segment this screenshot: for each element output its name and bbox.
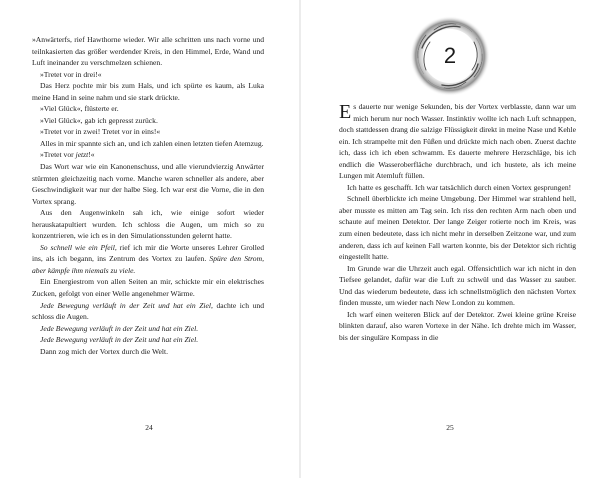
paragraph	[32, 80, 264, 103]
left-page	[0, 0, 299, 478]
paragraph	[32, 69, 264, 81]
paragraph	[32, 34, 264, 69]
text-run: »Tretet vor in zwei! Tretet vor in eins!«	[40, 127, 161, 137]
paragraph	[32, 161, 264, 207]
left-page-body-text	[32, 34, 264, 357]
paragraph	[32, 300, 264, 323]
italic-text: Spüre den Strom, aber kämpfe ihm niemals zu viele.	[32, 254, 264, 275]
text-run: Aus den Augenwinkeln sah ich, wie einige sofort wieder herauskatapultiert wurden. Ich schloss die Augen, um mich so zu konzentrieren, wie ich es in den Simulationsstunden gelernt hatte.	[32, 208, 264, 241]
paragraph	[339, 263, 576, 309]
text-run: »Viel Glück«, flüsterte er.	[40, 104, 119, 114]
italic-text: jetzt	[75, 150, 89, 160]
italic-text: Jede Bewegung verläuft in der Zeit und hat ein Ziel.	[40, 335, 199, 345]
text-run: s dauerte nur wenige Sekunden, bis der Vortex verblasste, dann war um mich herum nur noch Wasser. Instinktiv wollte ich nach Luft schnappen, doch stattdessen drang die salzige Flüssigkeit direkt in meine Nase und Kehle ein. Ich strampelte mit den Füßen und drückte mich nach oben. Zuerst dachte ich, dass ich ich eben schwamm. Es dauerte mehrere Herzschläge, bis ich endlich die Wasseroberfläche durchbrach, und ich hustete, als ich meine Lungen mit Atemluft füllen.	[339, 102, 576, 181]
italic-text: Jede Bewegung verläuft in der Zeit und hat ein Ziel.	[40, 323, 199, 333]
text-run: Ein Energiestrom von allen Seiten an mir, schickte mir ein elektrisches Zucken, gefolgt von einer Welle angenehmer Wärme.	[32, 277, 264, 299]
text-run: Dann zog mich der Vortex durch die Welt.	[40, 346, 169, 356]
text-run: »Tretet vor	[40, 150, 76, 160]
italic-text: Jede Bewegung verläuft in der Zeit und hat ein Ziel	[40, 300, 212, 310]
paragraph	[32, 138, 264, 150]
paragraph	[32, 115, 264, 127]
paragraph	[32, 242, 264, 277]
right-page-body-text	[339, 101, 576, 343]
paragraph	[32, 207, 264, 242]
paragraph	[339, 309, 576, 344]
paragraph	[32, 126, 264, 138]
text-run: , rief ich mir die Worte unseres Lehrer Grolled ins, als ich begann, ins Zentrum des Vortex zu laufen.	[32, 242, 265, 264]
text-run: Alles in mir spannte sich an, und ich zahlen einen letzten tiefen Atemzug.	[40, 138, 264, 148]
text-run: »Viel Glück«, gab ich gepresst zurück.	[40, 115, 158, 125]
text-run: »Anwärterfs, rief Hawthorne wieder. Wir alle schritten uns nach vorne und teilnkasierten das größer werdender Kreis, in den Himmel, Erde, Wand und Luft ineinander zu verschmelzen schienen.	[32, 35, 264, 68]
paragraph	[32, 334, 264, 346]
text-run: , dachte ich und schloss die Augen.	[32, 300, 265, 322]
text-run: Ich warf einen weiteren Blick auf der Detektor. Zwei kleine grüne Kreise blinkten darauf, also waren Vortexe in der Nähe. Ich drehte mich im Wasser, bis der singuläre Kompass in die	[339, 309, 576, 342]
paragraph	[339, 182, 576, 194]
left-page-number: 24	[145, 423, 153, 432]
chapter-number: 2	[443, 43, 457, 68]
right-page-number: 25	[446, 423, 454, 432]
paragraph	[32, 346, 264, 358]
text-run: »Tretet vor in drei!«	[40, 69, 102, 79]
paragraph	[32, 149, 264, 161]
text-run: !«	[88, 150, 95, 160]
paragraph	[32, 323, 264, 335]
text-run: Im Grunde war die Uhrzeit auch egal. Offensichtlich war ich nicht in den Tiefsee gelandet, dafür war die Luft zu schwül und das Wasser zu sauber. Und das wiederum bedeutete, dass ich schnellstmöglich den nächsten Vortex finden musste, um wieder nach New London zu kommen.	[339, 263, 576, 308]
text-run: Ich hatte es geschafft. Ich war tatsächlich durch einen Vortex gesprungen!	[347, 182, 572, 192]
paragraph	[339, 193, 576, 262]
text-run: Das Wort war wie ein Kanonenschuss, und alle vierundvierzig Anwärter stürmten gleichzeitig nach vorne. Manche waren schneller als andere, aber Geschwindigkeit war nur der halbe Sieg. Ich war erst die Vorne, die in den Vortex sprang.	[32, 162, 264, 206]
chapter-emblem	[408, 14, 492, 98]
right-page	[301, 0, 600, 478]
paragraph	[339, 101, 576, 182]
italic-text: So schnell wie ein Pfeil	[40, 242, 115, 252]
drop-cap: E	[339, 101, 352, 123]
text-run: Das Herz pochte mir bis zum Hals, und ich spürte es kaum, als Luka meine Hand in seine nahm und sie stark drückte.	[32, 81, 264, 102]
text-run: Schnell überblickte ich meine Umgebung. Der Himmel war strahlend hell, aber musste es mitten am Tag sein. Ich riss den rechten Arm nach oben und schaute auf meinen Detektor. Der lange Zeiger rotierte noch im Kreis, was zum einen bedeutete, dass ich nicht mehr in derselben Zeitzone war, und zum anderen, dass ich auf keinen Fall warten konnte, bis der Detektor sich richtig eingestellt hatte.	[339, 194, 576, 262]
paragraph	[32, 103, 264, 115]
paragraph	[32, 276, 264, 299]
